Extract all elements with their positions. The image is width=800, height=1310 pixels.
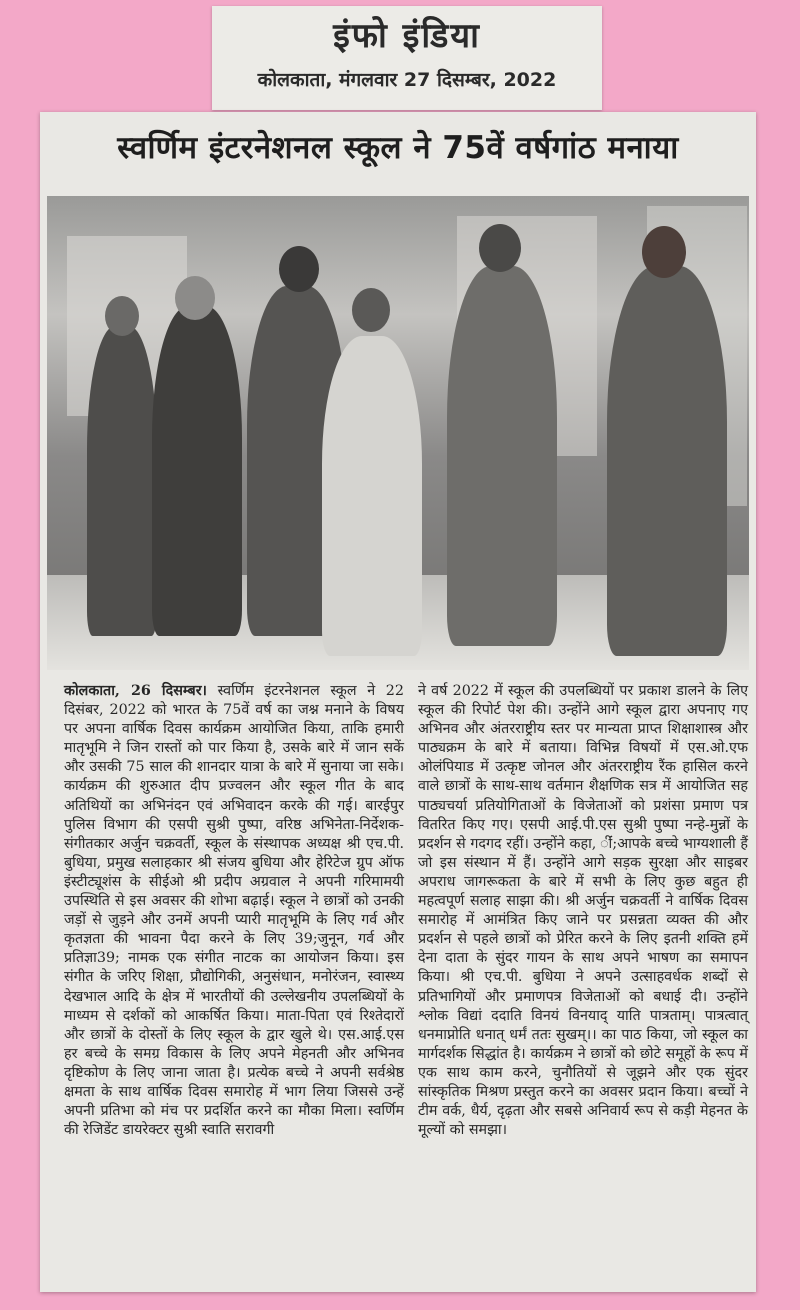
newspaper-name: इंफो इंडिया bbox=[333, 16, 481, 56]
article-column-1 bbox=[64, 682, 404, 1140]
newspaper-masthead bbox=[212, 6, 602, 110]
article-column-2: ने वर्ष 2022 में स्कूल की उपलब्धियों पर प्रकाश डालने के लिए स्कूल की रिपोर्ट पेश की। उन्होंने आगे स्कूल द्वारा अपनाए गए अभिनव और अंतरराष्ट्रीय स्तर पर मान्यता प्राप्त शिक्षाशास्त्र और पाठ्यक्रम के बारे में बताया। विभिन्न विषयों में एस.ओ.एफ ओलंपियाड में उत्कृष्ट जोनल और अंतरराष्ट्रीय रैंक हासिल करने वाले छात्रों के साथ-साथ वर्तमान शैक्षणिक सत्र में आयोजित सह पाठ्यचर्या प्रतियोगिताओं के विजेताओं को प्रशंसा प्रमाण पत्र वितरित किए गए। एसपी आई.पी.एस सुश्री पुष्पा नन्हे-मुन्नों के प्रदर्शन से गदगद रहीं। उन्होंने कहा, ींं;आपके बच्चे भाग्यशाली हैं जो इस संस्थान में हैं। उन्होंने आगे सड़क सुरक्षा और साइबर अपराध जागरूकता के बारे में सभी के लिए कुछ बहुत ही महत्वपूर्ण सलाह साझा की। श्री अर्जुन चक्रवर्ती ने वार्षिक दिवस समारोह में आमंत्रित किए जाने पर प्रसन्नता व्यक्त की और प्रदर्शन से पहले छात्रों को प्रेरित करने के लिए इतनी शक्ति हमें देना दाता के सुंदर गायन के साथ अपने भाषण का समापन किया। श्री एच.पी. बुधिया ने अपने उत्साहवर्धक शब्दों से प्रतिभागियों और प्रमाणपत्र विजेताओं को बधाई दी। उन्होंने श्लोक विद्यां ददाति विनयं विनयाद् याति पात्रताम्। पात्रत्वात् धनमाप्नोति धनात् धर्मं ततः सुखम्।। का पाठ किया, जो स्कूल का मार्गदर्शक सिद्धांत है। कार्यक्रम ने छात्रों को छोटे समूहों के रूप में एक साथ काम करने, चुनौतियों से जूझने और एक सुंदर सांस्कृतिक मिश्रण प्रस्तुत करने का अवसर प्रदान किया। बच्चों ने टीम वर्क, धैर्य, दृढ़ता और सबसे अनिवार्य रूप से कड़ी मेहनत के मूल्यों को समझा। bbox=[418, 683, 748, 1139]
article-column-1-text: स्वर्णिम इंटरनेशनल स्कूल ने 22 दिसंबर, 2022 को भारत के 75वें वर्ष का जश्न मनाने के विषय पर अपना वार्षिक दिवस कार्यक्रम आयोजित किया, ताकि हमारी मातृभूमि ने जिन रास्तों को पार किया है, उसके बारे में जान सकें और उसकी 75 साल की शानदार यात्रा के बारे में सुनाया जा सके। कार्यक्रम की शुरुआत दीप प्रज्वलन और स्कूल गीत के बाद अतिथियों का अभिनंदन एवं अभिवादन करके की गई। बारईपुर पुलिस विभाग की एसपी सुश्री पुष्पा, वरिष्ठ अभिनेता-निर्देशक-संगीतकार अर्जुन चक्रवर्ती, स्कूल के संस्थापक अध्यक्ष श्री एच.पी. बुधिया, प्रमुख सलाहकार श्री संजय बुधिया और हेरिटेज ग्रुप ऑफ इंस्टीट्यूशंस के सीईओ श्री प्रदीप अग्रवाल ने अपनी गरिमामयी उपस्थिति से इस अवसर की शोभा बढ़ाई। स्कूल ने छात्रों को उनकी जड़ों से जुड़ने और उनमें अपनी प्यारी मातृभूमि के लिए गर्व और कृतज्ञता की भावना पैदा करने के लिए 39;जुनून, गर्व और प्रतिज्ञा39; नामक एक संगीत नाटक का आयोजन किया। इस संगीत के जरिए शिक्षा, प्रौद्योगिकी, अनुसंधान, मनोरंजन, स्वास्थ्य देखभाल आदि के क्षेत्र में भारतीयों की उल्लेखनीय उपलब्धियों के माध्यम से दर्शकों को आकर्षित किया। माता-पिता एवं रिश्तेदारों और छात्रों के दोस्तों के लिए स्कूल के द्वार खुले थे। एस.आई.एस हर बच्चे के समग्र विकास के लिए अपने मेहनती और अभिनव दृष्टिकोण के लिए जाना जाता है। प्रत्येक बच्चे ने अपनी सर्वश्रेष्ठ क्षमता के साथ वार्षिक दिवस समारोह में भाग लिया जिससे उन्हें अपनी प्रतिभा को मंच पर प्रदर्शित करने का मौका मिला। स्वर्णिम की रेजिडेंट डायरेक्टर सुश्री स्वाति सरावगी bbox=[64, 683, 404, 1139]
article-clipping bbox=[40, 112, 756, 1292]
article-dateline: कोलकाता, 26 दिसम्बर। bbox=[64, 683, 207, 699]
event-photo bbox=[47, 196, 749, 670]
article-headline: स्वर्णिम इंटरनेशनल स्कूल ने 75वें वर्षगांठ मनाया bbox=[117, 130, 679, 166]
newspaper-dateline: कोलकाता, मंगलवार 27 दिसम्बर, 2022 bbox=[257, 69, 557, 91]
